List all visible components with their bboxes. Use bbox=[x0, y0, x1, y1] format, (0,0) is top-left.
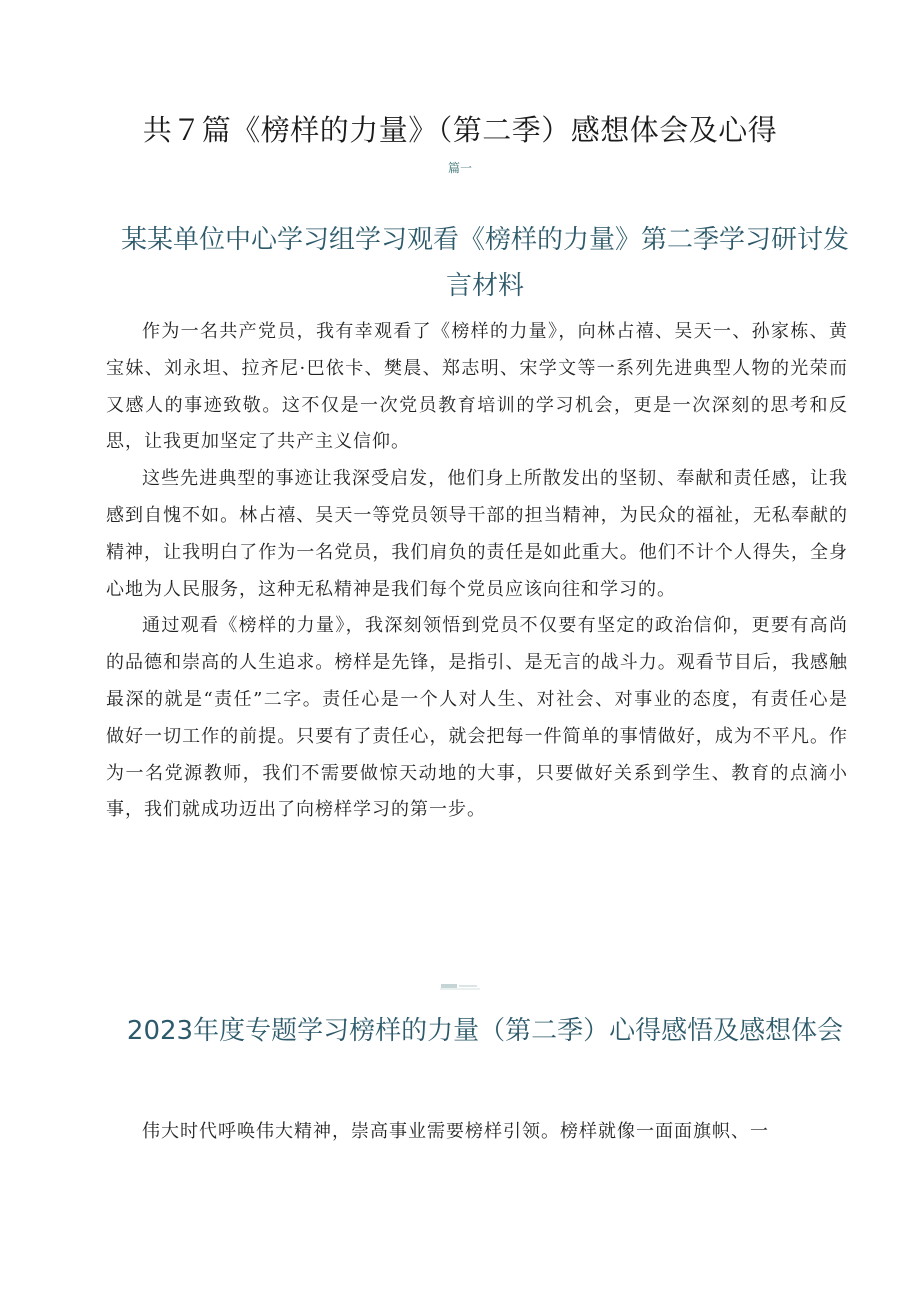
section-2-heading: 2023年度专题学习榜样的力量（第二季）心得感悟及感想体会 bbox=[126, 1016, 844, 1046]
paragraph: 这些先进典型的事迹让我深受启发，他们身上所散发出的坚韧、奉献和责任感，让我感到自愧不如。林占禧、吴天一等党员领导干部的担当精神，为民众的福祉，无私奉献的精神，让我明白了作为一名党员，我们肩负的责任是如此重大。他们不计个人得失，全身心地为人民服务，这种无私精神是我们每个党员应该向往和学习的。 bbox=[106, 468, 848, 600]
section-2-body bbox=[106, 1114, 848, 1151]
document-title: 共７篇《榜样的力量》（第二季）感想体会及心得 bbox=[142, 113, 778, 147]
paragraph: 伟大时代呼唤伟大精神，崇高事业需要榜样引领。榜样就像一面面旗帜、一 bbox=[142, 1121, 769, 1142]
section-label: 篇一 bbox=[447, 161, 472, 175]
section-1-body bbox=[106, 314, 848, 829]
paragraph: 通过观看《榜样的力量》，我深刻领悟到党员不仅要有坚定的政治信仰，更要有高尚的品德和崇高的人生追求。榜样是先锋，是指引、是无言的战斗力。观看节目后，我感触最深的就是“责任”二字。责任心是一个人对人生、对社会、对事业的态度，有责任心是做好一切工作的前提。只要有了责任心，就会把每一件简单的事情做好，成为不平凡。作为一名党源教师，我们不需要做惊天动地的大事，只要做好关系到学生、教育的点滴小事，我们就成功迈出了向榜样学习的第一步。 bbox=[106, 615, 848, 821]
section-1-heading: 某某单位中心学习组学习观看《榜样的力量》第二季学习研讨发言材料 bbox=[120, 225, 849, 301]
section-divider bbox=[440, 982, 480, 992]
paragraph: 作为一名共产党员，我有幸观看了《榜样的力量》，向林占禧、吴天一、孙家栋、黄宝妹、刘永坦、拉齐尼·巴依卡、樊晨、郑志明、宋学文等一系列先进典型人物的光荣而又感人的事迹致敬。这不仅是一次党员教育培训的学习机会，更是一次深刻的思考和反思，让我更加坚定了共产主义信仰。 bbox=[106, 321, 848, 453]
